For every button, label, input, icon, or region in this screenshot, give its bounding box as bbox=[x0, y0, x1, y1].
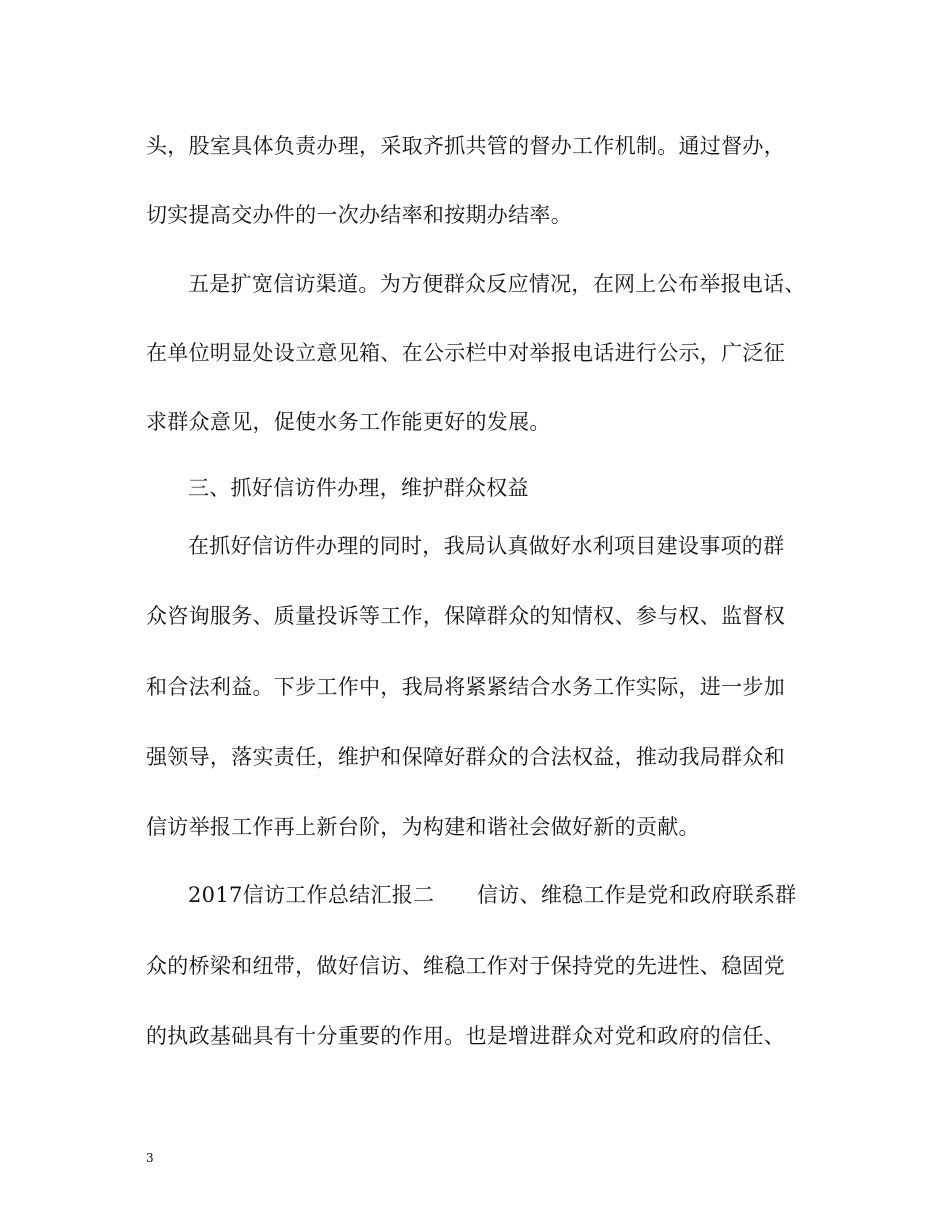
text-line: 切实提高交办件的一次办结率和按期办结率。 bbox=[146, 203, 572, 227]
paragraph-line: 在抓好信访件办理的同时，我局认真做好水利项目建设事项的群 bbox=[188, 534, 785, 558]
text-line: 众咨询服务、质量投诉等工作，保障群众的知情权、参与权、监督权 bbox=[146, 604, 785, 628]
section-heading: 三、抓好信访件办理，维护群众权益 bbox=[188, 476, 529, 500]
text-line: 求群众意见，促使水务工作能更好的发展。 bbox=[146, 410, 551, 434]
text-line: 强领导，落实责任，维护和保障好群众的合法权益，推动我局群众和 bbox=[146, 745, 785, 769]
text-line: 头，股室具体负责办理，采取齐抓共管的督办工作机制。通过督办， bbox=[146, 134, 785, 158]
text-line: 和合法利益。下步工作中，我局将紧紧结合水务工作实际，进一步加 bbox=[146, 675, 785, 699]
paragraph-line: 2017信访工作总结汇报二 信访、维稳工作是党和政府联系群 bbox=[188, 883, 797, 907]
text-line: 的执政基础具有十分重要的作用。也是增进群众对党和政府的信任、 bbox=[146, 1024, 785, 1048]
text-line: 在单位明显处设立意见箱、在公示栏中对举报电话进行公示，广泛征 bbox=[146, 341, 785, 365]
text-line: 众的桥梁和纽带，做好信访、维稳工作对于保持党的先进性、稳固党 bbox=[146, 954, 785, 978]
paragraph-line: 五是扩宽信访渠道。为方便群众反应情况，在网上公布举报电话、 bbox=[188, 272, 806, 296]
text-line: 信访举报工作再上新台阶，为构建和谐社会做好新的贡献。 bbox=[146, 815, 700, 839]
page-number: 3 bbox=[146, 1151, 154, 1165]
